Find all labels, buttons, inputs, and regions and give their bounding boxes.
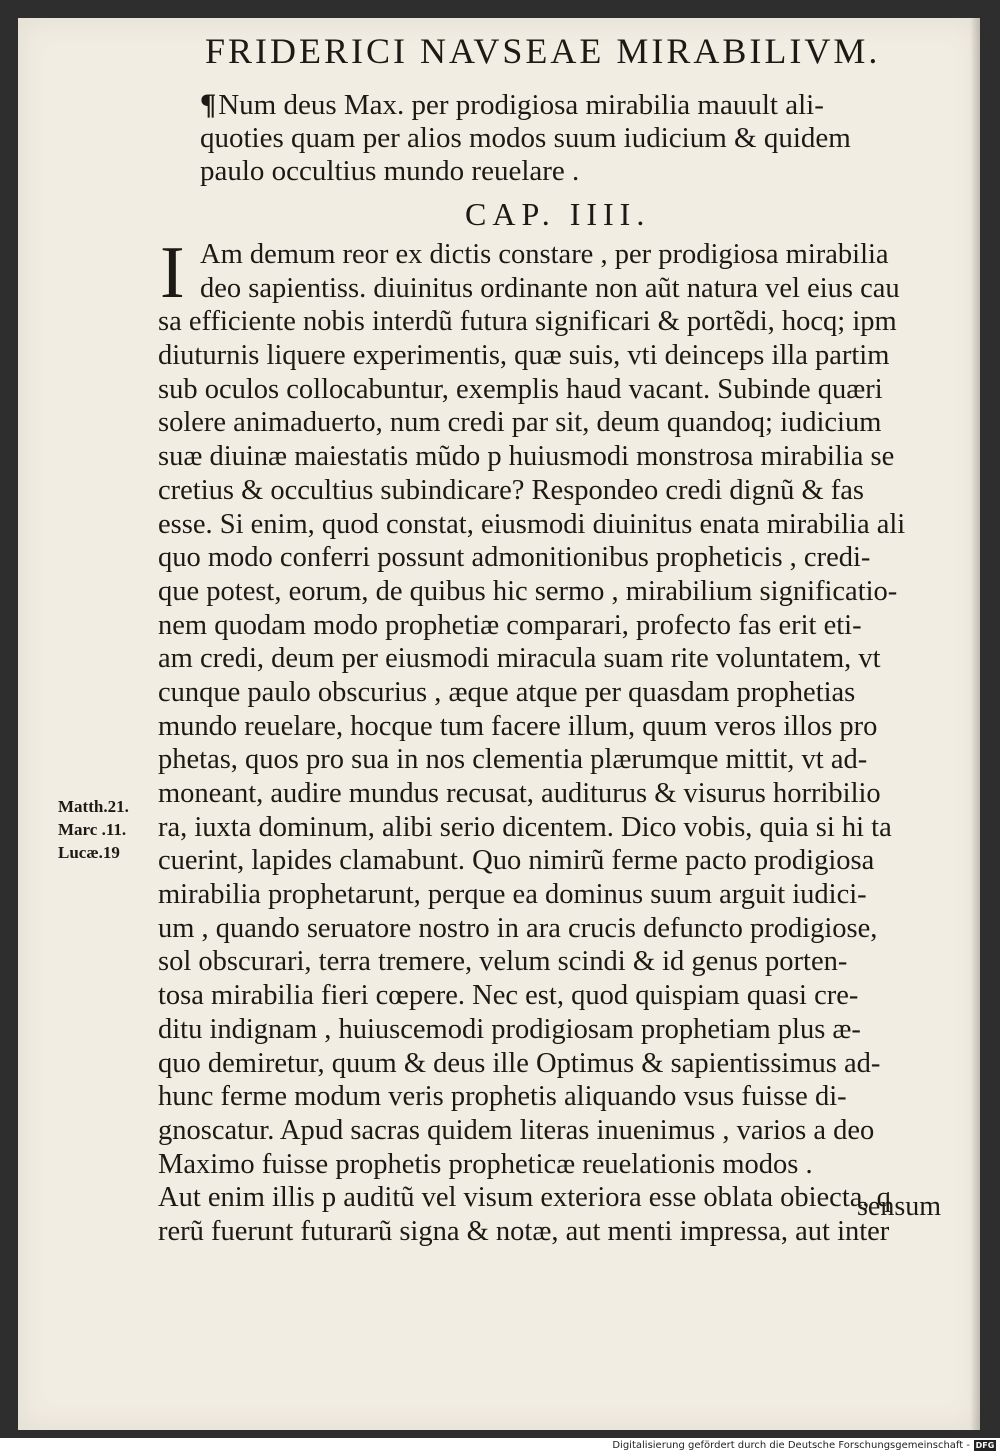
footer-bar [0, 1438, 1000, 1453]
body-line: am credi, deum per eiusmodi miracula suam rite voluntatem, vt [158, 643, 881, 675]
chapter-summary [200, 88, 920, 188]
body-line: mundo reuelare, hocque tum facere illum, quum veros illos pro [158, 710, 878, 742]
body-line: sa efficiente nobis interdũ futura significari & portẽdi, hocq; ipm [158, 306, 897, 338]
body-line: phetas, quos pro sua in nos clementia plærumque mittit, vt ad- [158, 744, 868, 776]
margin-note: Lucæ.19 [58, 843, 120, 862]
body-line: hunc ferme modum veris prophetis aliquando vsus fuisse di- [158, 1081, 847, 1113]
running-header: FRIDERICI NAVSEAE MIRABILIVM. [205, 31, 881, 71]
body-line: ditu indignam , huiuscemodi prodigiosam prophetiam plus æ- [158, 1013, 861, 1045]
body-line: sol obscurari, terra tremere, velum scindi & id genus porten- [158, 946, 848, 978]
body-line: gnoscatur. Apud sacras quidem literas inuenimus , varios a deo [158, 1114, 875, 1146]
catchword: sensum [857, 1191, 941, 1222]
body-line: tosa mirabilia fieri cœpere. Nec est, quod quispiam quasi cre- [158, 980, 859, 1012]
marginal-references [58, 795, 168, 864]
body-line: rerũ fuerunt futurarũ signa & notæ, aut menti impressa, aut inter [158, 1215, 890, 1247]
summary-line: paulo occultius mundo reuelare . [200, 155, 580, 187]
margin-note: Matth.21. [58, 797, 129, 816]
dfg-logo-icon: DFG [975, 1441, 995, 1450]
body-line: cunque paulo obscurius , æque atque per quasdam prophetias [158, 676, 856, 708]
body-line: quo modo conferri possunt admonitionibus propheticis , credi- [158, 542, 871, 574]
summary-line: ¶Num deus Max. per prodigiosa mirabilia mauult ali- [200, 88, 824, 121]
body-line: Aut enim illis p auditũ vel visum exteriora esse oblata obiecta, q [158, 1182, 891, 1214]
body-line: deo sapientiss. diuinitus ordinante non aũt natura vel eius cau [200, 272, 900, 304]
body-line: que potest, eorum, de quibus hic sermo , mirabilium significatio- [158, 575, 898, 607]
drop-capital: I [160, 232, 185, 314]
body-line: ra, iuxta dominum, alibi serio dicentem. Dico vobis, quia si hi ta [158, 811, 892, 843]
body-line: cuerint, lapides clamabunt. Quo nimirũ ferme pacto prodigiosa [158, 845, 875, 877]
body-line: quo demiretur, quum & deus ille Optimus & sapientissimus ad- [158, 1047, 881, 1079]
funding-notice: Digitalisierung gefördert durch die Deutsche Forschungsgemeinschaft - [612, 1440, 970, 1451]
body-line: esse. Si enim, quod constat, eiusmodi diuinitus enata mirabilia ali [158, 508, 906, 540]
summary-line: quoties quam per alios modos suum iudicium & quidem [200, 122, 851, 154]
page-edge-shadow [970, 18, 980, 1430]
body-line: mirabilia prophetarunt, perque ea dominus suum arguit iudici- [158, 879, 867, 911]
body-line: moneant, audire mundus recusat, auditurus & visurus horribilio [158, 778, 881, 809]
body-line: diuturnis liquere experimentis, quæ suis, vti deinceps illa partim [158, 340, 890, 372]
pilcrow-mark: ¶ [200, 88, 217, 121]
body-line: suæ diuinæ maiestatis mũdo p huiusmodi monstrosa mirabilia se [158, 441, 895, 473]
body-line: um , quando seruatore nostro in ara crucis defuncto prodigiose, [158, 912, 878, 944]
body-line: nem quodam modo prophetiæ comparari, profecto fas erit eti- [158, 609, 862, 641]
body-line: sub oculos collocabuntur, exemplis haud vacant. Subinde quæri [158, 373, 883, 405]
body-line: Am demum reor ex dictis constare , per prodigiosa mirabilia [200, 239, 889, 270]
margin-note: Marc .11. [58, 820, 127, 839]
chapter-heading: CAP. IIII. [465, 196, 651, 232]
body-text [158, 232, 948, 1249]
body-line: cretius & occultius subindicare? Respondeo credi dignũ & fas [158, 474, 864, 506]
body-line: Maximo fuisse prophetis propheticæ reuelationis modos . [158, 1148, 813, 1180]
body-line: solere animaduerto, num credi par sit, deum quandoq; iudicium [158, 407, 882, 439]
